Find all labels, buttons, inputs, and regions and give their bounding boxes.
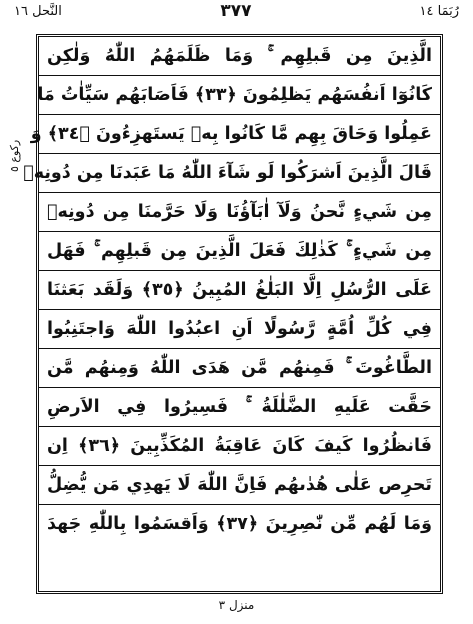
text-frame bbox=[23, 34, 443, 594]
text-line-8: فِي كُلِّ اُمَّةٍ رَّسُولًا اَنِ اعبُدُوا اللّٰهَ وَاجتَنِبُوا bbox=[39, 310, 440, 349]
text-line-4: قَالَ الَّذِينَ اَشرَكُوا لَو شَآءَ اللّٰهُ مَا عَبَدنَا مِن دُونِهٖ bbox=[39, 154, 440, 193]
ruku-marker: ركوع ٥ bbox=[8, 139, 21, 173]
text-line-3: عَمِلُوا وَحَاقَ بِهِم مَّا كَانُوا بِهٖ يَستَهزِءُونَ ﴿٣٤﴾ وَ bbox=[39, 115, 440, 154]
text-line-13: وَمَا لَهُم مِّن نّٰصِرِينَ ﴿٣٧﴾ وَاَقسَمُوا بِاللّٰهِ جَهدَ bbox=[47, 514, 432, 534]
juz-name: رُبَمَا ١٤ bbox=[419, 4, 459, 19]
text-line-11: فَانظُرُوا كَيفَ كَانَ عَاقِبَةُ المُكَذِّبِينَ ﴿٣٦﴾ اِن bbox=[39, 427, 440, 466]
surah-name: النَّحل ١٦ bbox=[14, 4, 62, 19]
text-line-1: الَّذِينَ مِن قَبلِهِم ۚ وَمَا ظَلَمَهُمُ اللّٰهُ وَلٰكِن bbox=[39, 37, 440, 76]
text-line-6: مِن شَيءٍ ۚ كَذٰلِكَ فَعَلَ الَّذِينَ مِن قَبلِهِم ۚ فَهَل bbox=[39, 232, 440, 271]
text-line-5: مِن شَيءٍ نَّحنُ وَلَآ اٰبَآؤُنَا وَلَا حَرَّمنَا مِن دُونِهٖ bbox=[39, 193, 440, 232]
manzil-footer: منزل ٣ bbox=[218, 598, 255, 612]
text-line-9: الطَّاغُوتَ ۚ فَمِنهُم مَّن هَدَى اللّٰهُ وَمِنهُم مَّن bbox=[39, 349, 440, 388]
page-number: ٣٧٧ bbox=[220, 1, 252, 21]
text-line-12: تَحرِص عَلٰى هُدٰىهُم فَاِنَّ اللّٰهَ لَا يَهدِي مَن يُّضِلُّ bbox=[39, 466, 440, 505]
page-header bbox=[0, 0, 473, 34]
text-line-7: عَلَى الرُّسُلِ اِلَّا البَلٰغُ المُبِينُ ﴿٣٥﴾ وَلَقَد بَعَثنَا bbox=[39, 271, 440, 310]
text-line-2: كَانُوٓا اَنفُسَهُم يَظلِمُونَ ﴿٣٣﴾ فَاَصَابَهُم سَيِّاٰتُ مَا bbox=[39, 76, 440, 115]
text-line-10: حَقَّت عَلَيهِ الضَّلٰلَةُ ۚ فَسِيرُوا فِي الاَرضِ bbox=[39, 388, 440, 427]
